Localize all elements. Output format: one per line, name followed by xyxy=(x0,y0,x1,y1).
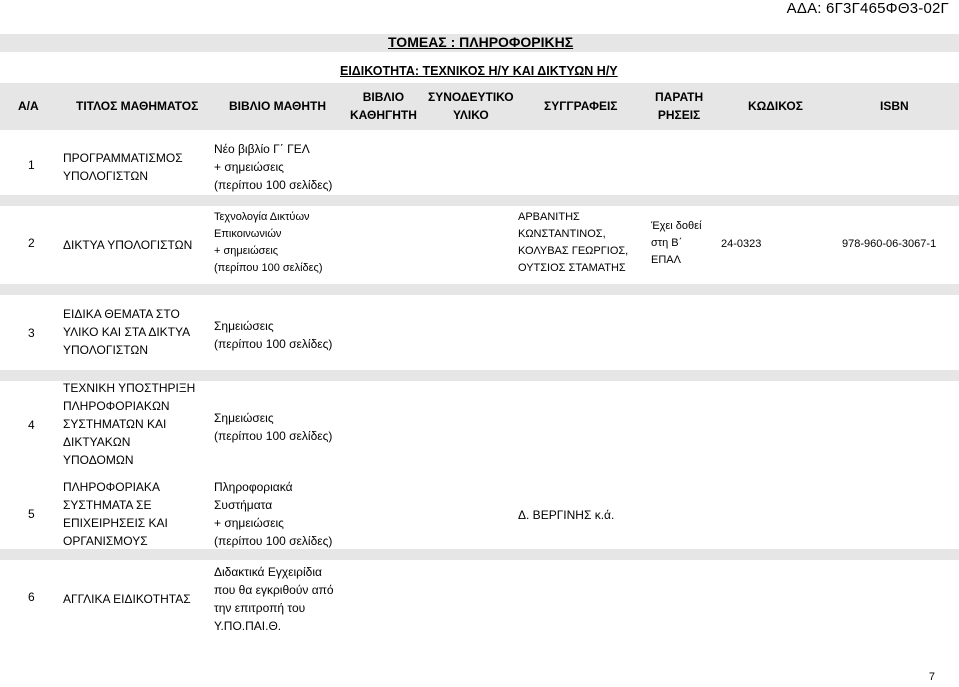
table-header xyxy=(0,83,959,130)
header-teacher-book: ΒΙΒΛΙΟ ΚΑΘΗΓΗΤΗ xyxy=(350,90,417,122)
course-title: ΠΡΟΓΡΑΜΜΑΤΙΣΜΟΣ ΥΠΟΛΟΓΙΣΤΩΝ xyxy=(63,151,183,183)
student-book: Σημειώσεις (περίπου 100 σελίδες) xyxy=(214,411,333,443)
row-number: 1 xyxy=(28,158,35,172)
header-aa: Α/Α xyxy=(18,99,39,113)
header-code: ΚΩΔΙΚΟΣ xyxy=(748,99,803,113)
header-title: ΤΙΤΛΟΣ ΜΑΘΗΜΑΤΟΣ xyxy=(76,99,199,113)
student-book: Σημειώσεις (περίπου 100 σελίδες) xyxy=(214,319,333,351)
sector-band xyxy=(0,34,959,52)
header-remarks: ΠΑΡΑΤΗ ΡΗΣΕΙΣ xyxy=(655,90,704,122)
student-book: Πληροφοριακά Συστήματα + σημειώσεις (περίπου 100 σελίδες) xyxy=(214,480,333,548)
course-title: ΔΙΚΤΥΑ ΥΠΟΛΟΓΙΣΤΩΝ xyxy=(63,238,193,252)
course-title: ΠΛΗΡΟΦΟΡΙΑΚΑ ΣΥΣΤΗΜΑΤΑ ΣΕ ΕΠΙΧΕΙΡΗΣΕΙΣ ΚΑΙ ΟΡΓΑΝΙΣΜΟΥΣ xyxy=(63,480,168,548)
row-separator xyxy=(0,195,959,206)
ada-code: ΑΔΑ: 6Γ3Γ465ΦΘ3-02Γ xyxy=(786,0,949,17)
isbn: 978-960-06-3067-1 xyxy=(842,238,937,250)
student-book: Νέο βιβλίο Γ΄ ΓΕΛ + σημειώσεις (περίπου 100 σελίδες) xyxy=(214,142,333,192)
row-number: 2 xyxy=(28,236,35,250)
remarks: Έχει δοθεί στη Β΄ ΕΠΑΛ xyxy=(651,220,702,266)
student-book: Τεχνολογία Δικτύων Επικοινωνιών + σημειώσεις (περίπου 100 σελίδες) xyxy=(214,211,323,274)
row-number: 5 xyxy=(28,507,35,521)
book-code: 24-0323 xyxy=(721,238,762,250)
student-book: Διδακτικά Εγχειρίδια που θα εγκριθούν από την επιτροπή του Υ.ΠΟ.ΠΑΙ.Θ. xyxy=(214,565,334,633)
sector-title: ΤΟΜΕΑΣ : ΠΛΗΡΟΦΟΡΙΚΗΣ xyxy=(388,34,574,50)
specialty-title: ΕΙΔΙΚΟΤΗΤΑ: ΤΕΧΝΙΚΟΣ Η/Υ ΚΑΙ ΔΙΚΤΥΩΝ Η/Υ xyxy=(340,64,618,78)
header-authors: ΣΥΓΓΡΑΦΕΙΣ xyxy=(544,99,618,113)
row-separator xyxy=(0,549,959,560)
row-separator xyxy=(0,284,959,295)
header-supporting-material: ΣΥΝΟΔΕΥΤΙΚΟ ΥΛΙΚΟ xyxy=(428,90,514,122)
course-title: ΑΓΓΛΙΚΑ ΕΙΔΙΚΟΤΗΤΑΣ xyxy=(63,592,191,606)
row-number: 3 xyxy=(28,326,35,340)
row-number: 6 xyxy=(28,590,35,604)
course-title: ΤΕΧΝΙΚΗ ΥΠΟΣΤΗΡΙΞΗ ΠΛΗΡΟΦΟΡΙΑΚΩΝ ΣΥΣΤΗΜΑΤΩΝ ΚΑΙ ΔΙΚΤΥΑΚΩΝ ΥΠΟΔΟΜΩΝ xyxy=(63,381,196,467)
header-isbn: ISBN xyxy=(880,99,909,113)
row-number: 4 xyxy=(28,418,35,432)
page-number: 7 xyxy=(928,671,935,683)
header-student-book: ΒΙΒΛΙΟ ΜΑΘΗΤΗ xyxy=(229,99,327,113)
authors: Δ. ΒΕΡΓΙΝΗΣ κ.ά. xyxy=(518,508,615,522)
authors: ΑΡΒΑΝΙΤΗΣ ΚΩΝΣΤΑΝΤΙΝΟΣ, ΚΟΛΥΒΑΣ ΓΕΩΡΓΙΟΣ, ΟΥΤΣΙΟΣ ΣΤΑΜΑΤΗΣ xyxy=(518,211,629,274)
course-title: ΕΙΔΙΚΑ ΘΕΜΑΤΑ ΣΤΟ ΥΛΙΚΟ ΚΑΙ ΣΤΑ ΔΙΚΤΥΑ ΥΠΟΛΟΓΙΣΤΩΝ xyxy=(63,307,191,357)
